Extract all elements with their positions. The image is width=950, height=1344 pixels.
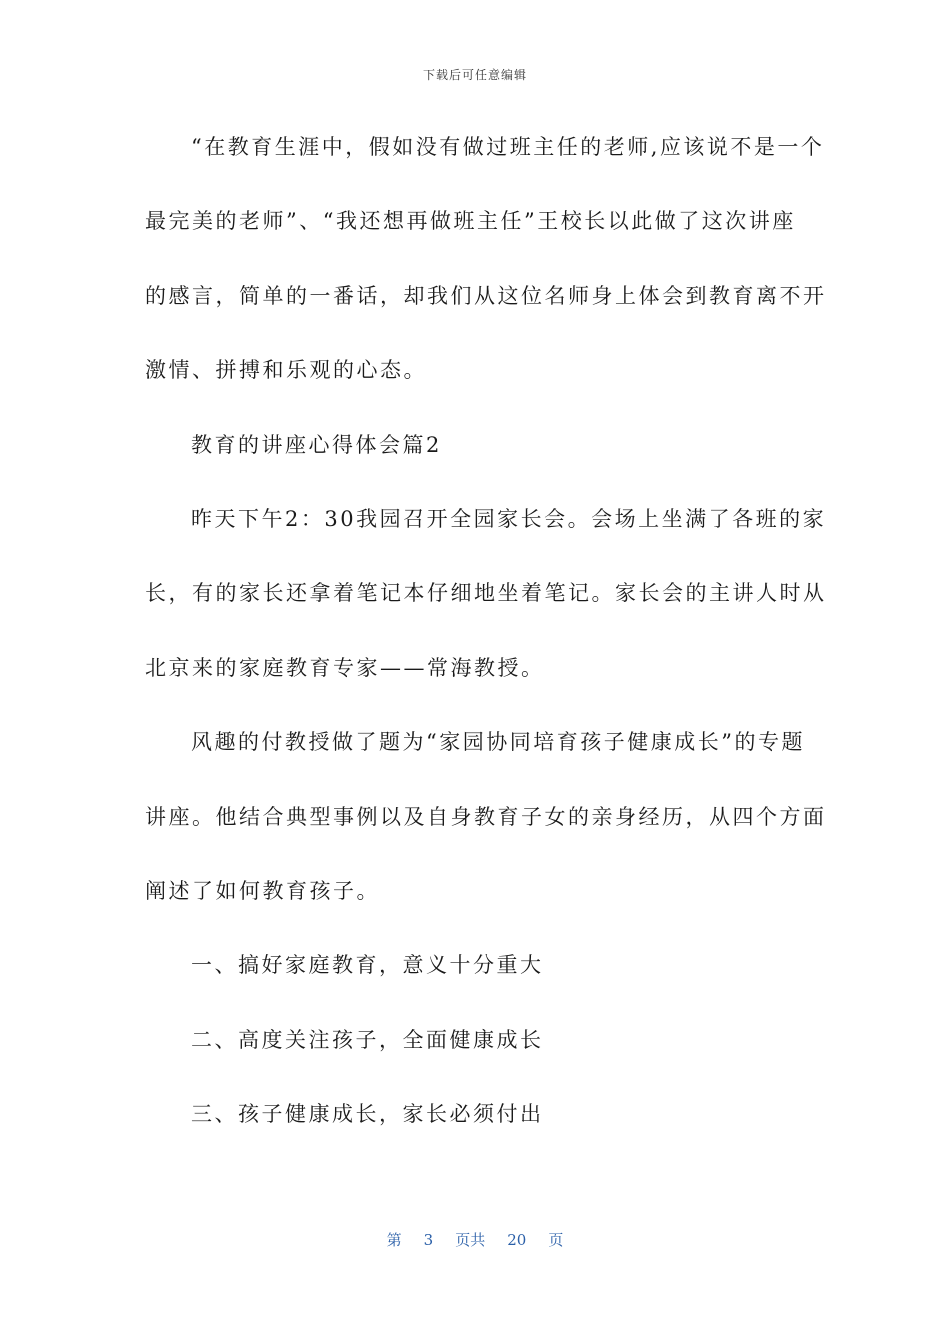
list-item: 二、高度关注孩子，全面健康成长 [191,1027,544,1052]
page-header: 下载后可任意编辑 [422,68,527,82]
paragraph-line: 北京来的家庭教育专家——常海教授。 [145,655,545,680]
paragraph-line: 阐述了如何教育孩子。 [145,878,380,903]
footer-page-prefix: 第 [386,1231,402,1249]
footer-page-number: 3 [423,1231,434,1249]
footer-page-suffix: 页 [548,1231,564,1249]
paragraph-line: 讲座。他结合典型事例以及自身教育子女的亲身经历，从四个方面 [145,804,827,829]
footer-page-mid: 页共 [455,1231,486,1249]
paragraph-line: 激情、拼搏和乐观的心态。 [145,358,427,383]
list-item: 三、孩子健康成长，家长必须付出 [191,1102,544,1127]
page-footer [0,1229,950,1250]
paragraph-line: 风趣的付教授做了题为“家园协同培育孩子健康成长”的专题 [191,730,805,755]
paragraph-line: 长，有的家长还拿着笔记本仔细地坐着笔记。家长会的主讲人时从 [145,581,827,606]
footer-total-pages: 20 [507,1231,527,1249]
paragraph-line: 的感言，简单的一番话，却我们从这位名师身上体会到教育离不开 [145,283,827,308]
paragraph-line: 昨天下午2：30我园召开全园家长会。会场上坐满了各班的家 [191,506,827,531]
section-heading: 教育的讲座心得体会篇2 [191,432,442,457]
paragraph-line: 最完美的老师”、“我还想再做班主任”王校长以此做了这次讲座 [145,209,796,234]
paragraph-line: “在教育生涯中，假如没有做过班主任的老师,应该说不是一个 [191,135,825,159]
list-item: 一、搞好家庭教育，意义十分重大 [191,953,544,978]
document-body [145,125,827,1166]
